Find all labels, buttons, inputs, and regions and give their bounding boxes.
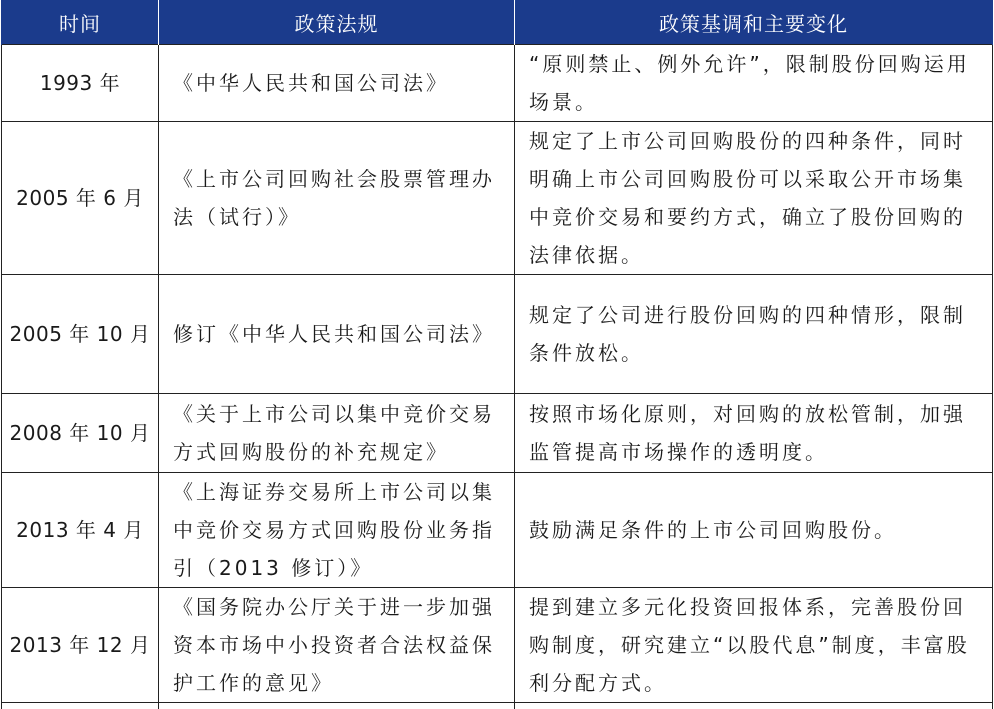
change-cell: 规定了上市公司回购股份的四种条件，同时明确上市公司回购股份可以采取公开市场集中竞价交易和要约方式，确立了股份回购的法律依据。 [515,122,993,275]
law-cell [159,703,515,709]
table-row [2,588,993,703]
change-cell: 提到建立多元化投资回报体系，完善股份回购制度，研究建立“以股代息”制度，丰富股利分配方式。 [515,588,993,703]
header-law: 政策法规 [159,0,515,45]
law-cell: 修订《中华人民共和国公司法》 [159,275,515,394]
policy-table [1,0,993,709]
header-row [2,0,993,45]
table-row-partial [2,703,993,709]
change-cell: 鼓励满足条件的上市公司回购股份。 [515,473,993,588]
time-cell: 2005 年 6 月 [2,122,159,275]
change-cell: “原则禁止、例外允许”，限制股份回购运用场景。 [515,45,993,122]
time-cell: 2008 年 10 月 [2,394,159,473]
time-cell [2,703,159,709]
law-cell: 《上市公司回购社会股票管理办法（试行）》 [159,122,515,275]
table-body [2,45,993,709]
header-change: 政策基调和主要变化 [515,0,993,45]
table-row [2,45,993,122]
table-row [2,394,993,473]
change-cell: 按照市场化原则，对回购的放松管制，加强监管提高市场操作的透明度。 [515,394,993,473]
table-header [2,0,993,45]
header-time: 时间 [2,0,159,45]
change-cell: 规定了公司进行股份回购的四种情形，限制条件放松。 [515,275,993,394]
table-row [2,122,993,275]
time-cell: 1993 年 [2,45,159,122]
law-cell: 《上海证券交易所上市公司以集中竞价交易方式回购股份业务指引（2013 修订）》 [159,473,515,588]
law-cell: 《关于上市公司以集中竞价交易方式回购股份的补充规定》 [159,394,515,473]
time-cell: 2013 年 4 月 [2,473,159,588]
law-cell: 《中华人民共和国公司法》 [159,45,515,122]
law-cell: 《国务院办公厅关于进一步加强资本市场中小投资者合法权益保护工作的意见》 [159,588,515,703]
time-cell: 2005 年 10 月 [2,275,159,394]
change-cell [515,703,993,709]
table-row [2,275,993,394]
table-row [2,473,993,588]
time-cell: 2013 年 12 月 [2,588,159,703]
